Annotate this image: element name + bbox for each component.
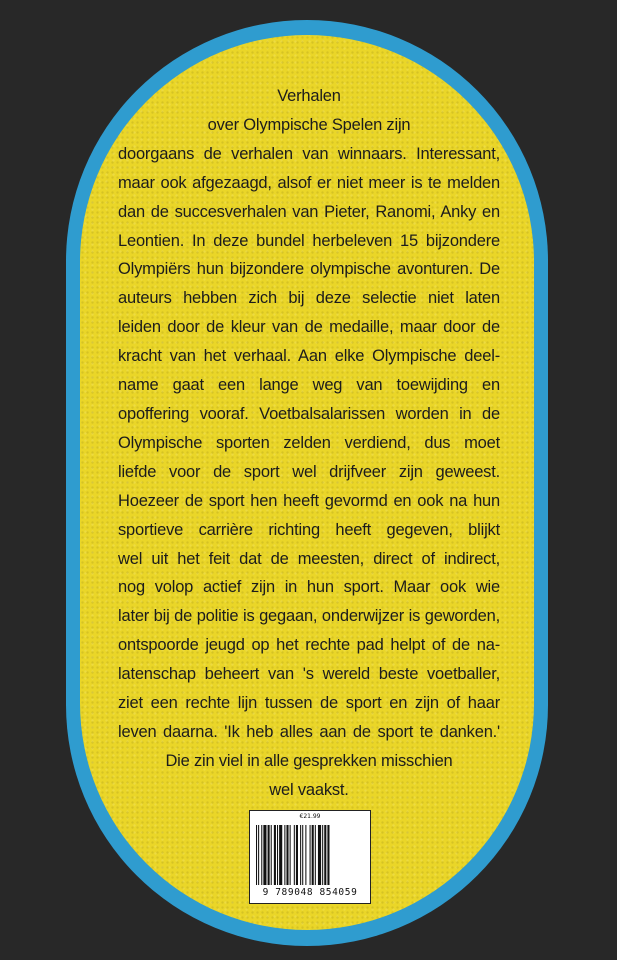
blurb-line: nog volop actief zijn in hun sport. Maar ook wie [118, 578, 500, 597]
blurb-line: wel uit het feit dat de meesten, direct of indirect, [118, 549, 500, 568]
blurb-line: Leontien. In deze bundel herbeleven 15 bijzondere [118, 231, 500, 250]
barcode-bar [324, 825, 326, 885]
blurb-line: wel vaakst. [269, 780, 349, 799]
barcode-bar [318, 825, 321, 885]
blurb-line: opoffering vooraf. Voetbalsalarissen worden in de [118, 404, 500, 423]
blurb-line: Olympische sporten zelden verdiend, dus moet [118, 433, 500, 452]
barcode-bar [274, 825, 276, 885]
barcode-bar [268, 825, 270, 885]
barcode-bar [296, 825, 298, 885]
blurb-line: sportieve carrière richting heeft gegeven, blijkt [118, 520, 500, 539]
barcode-bar [305, 825, 306, 885]
barcode-bar [271, 825, 272, 885]
barcode-bar [290, 825, 291, 885]
blurb-line: Hoezeer de sport hen heeft gevormd en ook na hun [118, 491, 500, 510]
blurb-line: ziet een rechte lijn tussen de sport en zijn of haar [118, 694, 500, 713]
barcode-bar [286, 825, 288, 885]
blurb-line: leven daarna. 'Ik heb alles aan de sport te danken.' [118, 722, 500, 741]
blurb-text [118, 82, 500, 805]
barcode-bar [302, 825, 303, 885]
blurb-line: name gaat een lange weg van toewijding en [118, 376, 500, 395]
blurb-line: Die zin viel in alle gesprekken misschien [165, 751, 453, 770]
blurb-line: maar ook afgezaagd, alsof er niet meer is te melden [118, 173, 500, 192]
blurb-line: Olympiërs hun bijzondere olympische avonturen. De [118, 260, 500, 279]
barcode-bar [294, 825, 295, 885]
blurb-line: dan de succesverhalen van Pieter, Ranomi, Anky en [118, 202, 500, 221]
barcode-bar [312, 825, 314, 885]
barcode-bar [261, 825, 262, 885]
blurb-line: ontspoorde jeugd op het rechte pad helpt of de na- [118, 636, 500, 655]
barcode-bar [258, 825, 259, 885]
blurb-line: kracht van het verhaal. Aan elke Olympische deel- [118, 347, 500, 366]
barcode-bars-icon [256, 825, 364, 885]
blurb-line: Verhalen [277, 87, 341, 105]
blurb-line: latenschap beheert van 's wereld beste voetballer, [118, 665, 500, 684]
barcode-bar [300, 825, 301, 885]
blurb-line: liefde voor de sport wel drijfveer zijn geweest. [118, 462, 500, 481]
barcode-bar [284, 825, 285, 885]
barcode-bar [327, 825, 329, 885]
blurb-line: doorgaans de verhalen van winnaars. Interessant, [118, 144, 500, 163]
barcode-bar [277, 825, 278, 885]
blurb-line: auteurs hebben zich bij deze selectie niet laten [118, 289, 500, 308]
barcode-bar [263, 825, 266, 885]
price-label: €21.99 [299, 813, 321, 820]
isbn-number: 9 789048 854059 [262, 887, 358, 898]
blurb-line: later bij de politie is gegaan, onderwijzer is geworden, [118, 607, 500, 626]
blurb-line: leiden door de kleur van de medaille, maar door de [118, 318, 500, 337]
barcode-bar [279, 825, 282, 885]
isbn-barcode [249, 810, 371, 904]
barcode-bar [310, 825, 311, 885]
blurb-line: over Olympische Spelen zijn [207, 115, 411, 134]
barcode-bar [256, 825, 257, 885]
barcode-bar [322, 825, 323, 885]
barcode-bar [315, 825, 316, 885]
